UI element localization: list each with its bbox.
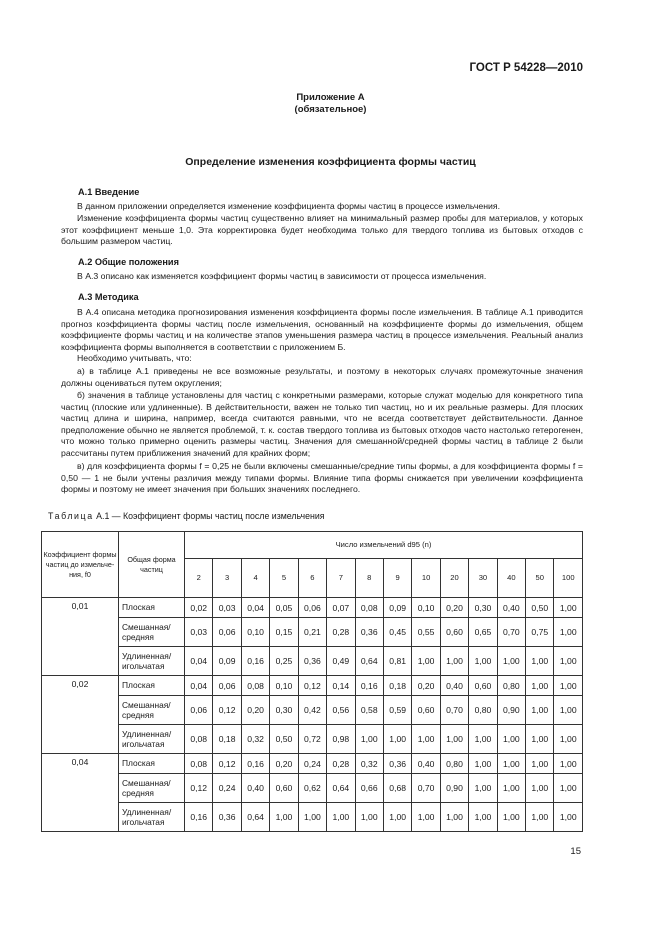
value-cell: 0,09 [383, 598, 411, 618]
shape-cell: Плоская [119, 676, 185, 696]
value-cell: 0,15 [270, 618, 298, 647]
value-cell: 0,20 [412, 676, 440, 696]
value-cell: 1,00 [554, 696, 583, 725]
value-cell: 0,18 [383, 676, 411, 696]
value-cell: 0,64 [355, 647, 383, 676]
value-cell: 0,20 [270, 754, 298, 774]
value-cell: 0,30 [469, 598, 497, 618]
value-cell: 1,00 [526, 774, 554, 803]
value-cell: 0,66 [355, 774, 383, 803]
value-cell: 1,00 [383, 803, 411, 832]
value-cell: 0,60 [469, 676, 497, 696]
value-cell: 0,18 [213, 725, 241, 754]
header-n: 4 [241, 558, 269, 597]
value-cell: 1,00 [469, 725, 497, 754]
header-n: 6 [298, 558, 326, 597]
value-cell: 0,90 [497, 696, 525, 725]
value-cell: 0,20 [440, 598, 468, 618]
value-cell: 0,64 [327, 774, 355, 803]
value-cell: 1,00 [526, 647, 554, 676]
value-cell: 0,08 [355, 598, 383, 618]
value-cell: 0,72 [298, 725, 326, 754]
table-row [42, 803, 583, 832]
value-cell: 0,68 [383, 774, 411, 803]
value-cell: 0,03 [185, 618, 213, 647]
value-cell: 0,65 [469, 618, 497, 647]
value-cell: 0,21 [298, 618, 326, 647]
value-cell: 0,08 [185, 754, 213, 774]
value-cell: 1,00 [412, 647, 440, 676]
header-n: 40 [497, 558, 525, 597]
value-cell: 0,42 [298, 696, 326, 725]
header-f0: Коэффициент формы частиц до измельче- ния, f0 [42, 532, 119, 598]
header-n: 5 [270, 558, 298, 597]
shape-cell: Удлиненная/ игольчатая [119, 647, 185, 676]
value-cell: 0,16 [185, 803, 213, 832]
value-cell: 0,16 [241, 647, 269, 676]
header-n: 7 [327, 558, 355, 597]
value-cell: 0,04 [185, 676, 213, 696]
value-cell: 1,00 [469, 774, 497, 803]
value-cell: 0,49 [327, 647, 355, 676]
header-shape: Общая форма частиц [119, 532, 185, 598]
table-caption-prefix: Таблица [48, 511, 94, 521]
value-cell: 0,50 [270, 725, 298, 754]
value-cell: 0,36 [383, 754, 411, 774]
paragraph: Необходимо учитывать, что: [77, 353, 192, 363]
value-cell: 0,58 [355, 696, 383, 725]
value-cell: 0,12 [213, 696, 241, 725]
value-cell: 0,24 [298, 754, 326, 774]
value-cell: 0,55 [412, 618, 440, 647]
section-heading-a2: А.2 Общие положения [78, 257, 179, 267]
value-cell: 1,00 [469, 647, 497, 676]
page-number: 15 [570, 846, 581, 857]
paragraph: а) в таблице А.1 приведены не все возможные результаты, и поэтому в некоторых случаях промежуточные значения должны оцениваться путем округления; [61, 366, 583, 388]
value-cell: 0,28 [327, 618, 355, 647]
value-cell: 1,00 [327, 803, 355, 832]
table-row [42, 647, 583, 676]
paragraph: б) значения в таблице установлены для частиц с конкретными размерами, которые служат моделью для конкретного типа частиц (плоские или удлиненные). В действительности, важен не только тип частиц, но и их реальные размеры. Для плоских частиц длина и ширина, например, всегда считаются равными, что не всегда соответствует действительности. Данное предположение обычно не является проблемой, т. к. состав твердого топлива из бытовых отходов часто настолько гетерогенен, что можно только примерно оценить размеры частиц. Значения для смешанной/средней формы частиц в таблице 2 были рассчитаны путем приближения значений для крайних форм; [61, 390, 583, 458]
value-cell: 1,00 [383, 725, 411, 754]
value-cell: 0,56 [327, 696, 355, 725]
value-cell: 0,80 [469, 696, 497, 725]
value-cell: 1,00 [526, 725, 554, 754]
value-cell: 1,00 [554, 803, 583, 832]
value-cell: 0,60 [440, 618, 468, 647]
value-cell: 0,62 [298, 774, 326, 803]
header-n: 30 [469, 558, 497, 597]
value-cell: 1,00 [469, 803, 497, 832]
value-cell: 1,00 [497, 725, 525, 754]
value-cell: 0,28 [327, 754, 355, 774]
paragraph: В А.3 описано как изменяется коэффициент формы частиц в зависимости от процесса измельчения. [77, 271, 487, 281]
value-cell: 0,70 [440, 696, 468, 725]
value-cell: 0,40 [412, 754, 440, 774]
table-row [42, 696, 583, 725]
value-cell: 1,00 [412, 803, 440, 832]
value-cell: 0,98 [327, 725, 355, 754]
value-cell: 1,00 [440, 725, 468, 754]
value-cell: 0,06 [213, 676, 241, 696]
value-cell: 1,00 [298, 803, 326, 832]
value-cell: 0,60 [270, 774, 298, 803]
appendix-label: Приложение А [296, 92, 365, 103]
value-cell: 1,00 [497, 774, 525, 803]
value-cell: 1,00 [440, 803, 468, 832]
header-n: 3 [213, 558, 241, 597]
appendix-title: Определение изменения коэффициента формы частиц [185, 156, 476, 168]
value-cell: 1,00 [526, 803, 554, 832]
value-cell: 0,03 [213, 598, 241, 618]
value-cell: 0,59 [383, 696, 411, 725]
value-cell: 1,00 [526, 696, 554, 725]
value-cell: 0,10 [412, 598, 440, 618]
value-cell: 1,00 [554, 598, 583, 618]
value-cell: 0,24 [213, 774, 241, 803]
value-cell: 0,10 [241, 618, 269, 647]
value-cell: 0,04 [185, 647, 213, 676]
section-heading-a3: А.3 Методика [78, 292, 139, 302]
value-cell: 1,00 [554, 774, 583, 803]
value-cell: 0,75 [526, 618, 554, 647]
value-cell: 0,16 [355, 676, 383, 696]
shape-cell: Удлиненная/ игольчатая [119, 803, 185, 832]
value-cell: 1,00 [554, 647, 583, 676]
value-cell: 0,10 [270, 676, 298, 696]
section-heading-a1: А.1 Введение [78, 187, 140, 197]
value-cell: 0,14 [327, 676, 355, 696]
shape-cell: Удлиненная/ игольчатая [119, 725, 185, 754]
value-cell: 1,00 [440, 647, 468, 676]
value-cell: 0,36 [213, 803, 241, 832]
value-cell: 0,81 [383, 647, 411, 676]
header-n: 9 [383, 558, 411, 597]
value-cell: 0,07 [327, 598, 355, 618]
value-cell: 0,16 [241, 754, 269, 774]
table-caption-text: А.1 — Коэффициент формы частиц после измельчения [96, 511, 325, 521]
paragraph: в) для коэффициента формы f = 0,25 не были включены смешанные/средние типы формы, а для коэффициента формы f = 0,50 — 1 не были учтены различия между типами формы. Влияние типа формы снижается при увеличении коэффициента формы и поэтому не имеет значения при больших значениях последнего. [61, 461, 583, 495]
f0-cell: 0,01 [42, 598, 119, 676]
value-cell: 1,00 [526, 676, 554, 696]
appendix-status: (обязательное) [294, 104, 367, 115]
paragraph: Изменение коэффициента формы частиц существенно влияет на минимальный размер пробы для материалов, у которых этот коэффициент меньше 1,0. Эта корректировка будет необходима только для твердого топлива из бытовых отходов с большим размером частиц. [61, 213, 583, 247]
value-cell: 1,00 [412, 725, 440, 754]
header-n: 100 [554, 558, 583, 597]
value-cell: 1,00 [497, 647, 525, 676]
value-cell: 0,70 [412, 774, 440, 803]
table-row [42, 754, 583, 774]
value-cell: 1,00 [497, 803, 525, 832]
value-cell: 0,12 [298, 676, 326, 696]
header-n: 50 [526, 558, 554, 597]
value-cell: 0,25 [270, 647, 298, 676]
value-cell: 1,00 [526, 754, 554, 774]
value-cell: 0,32 [241, 725, 269, 754]
paragraph: В А.4 описана методика прогнозирования изменения коэффициента формы после измельчения. В таблице А.1 приводится прогноз коэффициента формы частиц после измельчения, основанный на коэффициенте формы до измельчения, общем коэффициенте формы частиц и на количестве этапов уменьшения размера частиц в процессе измельчения. Реальный анализ коэффициента формы выполняется в соответствии с приложением Б. [61, 307, 583, 352]
table-row [42, 676, 583, 696]
value-cell: 0,45 [383, 618, 411, 647]
value-cell: 0,20 [241, 696, 269, 725]
shape-cell: Смешанная/ средняя [119, 618, 185, 647]
value-cell: 0,04 [241, 598, 269, 618]
header-n: 2 [185, 558, 213, 597]
shape-cell: Плоская [119, 754, 185, 774]
value-cell: 0,08 [185, 725, 213, 754]
value-cell: 0,06 [298, 598, 326, 618]
value-cell: 0,08 [241, 676, 269, 696]
value-cell: 0,70 [497, 618, 525, 647]
value-cell: 0,12 [213, 754, 241, 774]
standard-number: ГОСТ Р 54228—2010 [469, 62, 583, 74]
value-cell: 0,40 [440, 676, 468, 696]
value-cell: 0,60 [412, 696, 440, 725]
value-cell: 0,64 [241, 803, 269, 832]
value-cell: 0,90 [440, 774, 468, 803]
paragraph: В данном приложении определяется изменение коэффициента формы частиц в процессе измельчения. [77, 201, 501, 211]
value-cell: 0,40 [497, 598, 525, 618]
header-reduction-count: Число измельчений d95 (n) [185, 532, 583, 559]
header-n: 10 [412, 558, 440, 597]
value-cell: 1,00 [355, 803, 383, 832]
table-row [42, 774, 583, 803]
table-caption [48, 511, 325, 521]
table-row [42, 725, 583, 754]
value-cell: 0,40 [241, 774, 269, 803]
value-cell: 0,06 [185, 696, 213, 725]
table-row [42, 618, 583, 647]
value-cell: 1,00 [355, 725, 383, 754]
shape-cell: Смешанная/ средняя [119, 696, 185, 725]
value-cell: 0,50 [526, 598, 554, 618]
value-cell: 0,12 [185, 774, 213, 803]
shape-factor-table [41, 531, 583, 832]
value-cell: 0,30 [270, 696, 298, 725]
value-cell: 0,32 [355, 754, 383, 774]
value-cell: 0,80 [497, 676, 525, 696]
value-cell: 1,00 [554, 618, 583, 647]
value-cell: 1,00 [554, 725, 583, 754]
value-cell: 1,00 [469, 754, 497, 774]
value-cell: 0,06 [213, 618, 241, 647]
shape-cell: Плоская [119, 598, 185, 618]
value-cell: 1,00 [497, 754, 525, 774]
f0-cell: 0,04 [42, 754, 119, 832]
header-n: 8 [355, 558, 383, 597]
header-n: 20 [440, 558, 468, 597]
value-cell: 0,05 [270, 598, 298, 618]
value-cell: 1,00 [270, 803, 298, 832]
f0-cell: 0,02 [42, 676, 119, 754]
table-body [42, 598, 583, 832]
value-cell: 1,00 [554, 754, 583, 774]
value-cell: 0,36 [355, 618, 383, 647]
value-cell: 0,09 [213, 647, 241, 676]
shape-cell: Смешанная/ средняя [119, 774, 185, 803]
value-cell: 1,00 [554, 676, 583, 696]
table-row [42, 598, 583, 618]
value-cell: 0,36 [298, 647, 326, 676]
value-cell: 0,80 [440, 754, 468, 774]
value-cell: 0,02 [185, 598, 213, 618]
